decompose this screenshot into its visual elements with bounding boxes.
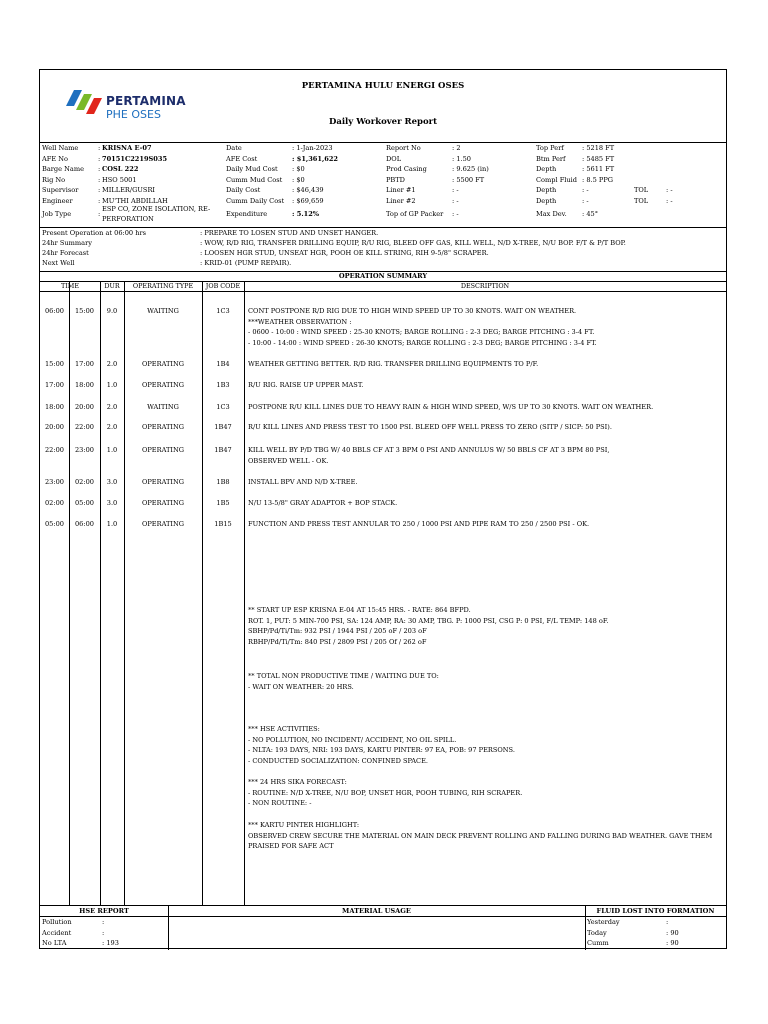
info-label: Liner #2 xyxy=(386,196,416,205)
present-operation-label: Present Operation at 06:00 hrs xyxy=(42,229,147,237)
fluid-cumm-label: Cumm xyxy=(587,939,609,947)
op-description: N/U 13-5/8" GRAY ADAPTOR + BOP STACK. xyxy=(248,499,398,507)
op-duration: 2.0 xyxy=(106,403,118,411)
tol-label: TOL xyxy=(634,186,649,194)
footer-divider xyxy=(168,906,169,950)
info-value: : 5500 FT xyxy=(452,175,485,184)
info-value: MILLER/GUSRI xyxy=(102,186,156,194)
info-label: Btm Perf xyxy=(536,154,566,163)
info-value: : 5.12% xyxy=(292,210,320,218)
info-value: : - xyxy=(452,210,459,218)
summary-24hr-value: : WOW, R/D RIG, TRANSFER DRILLING EQUIP, R/U RIG, BLEED OFF GAS, KILL WELL, N/D X-TREE, N/U BOP. F/T & P/T BOP. xyxy=(200,239,626,247)
fluid-today-label: Today xyxy=(587,928,607,937)
op-type: WAITING xyxy=(147,403,179,411)
op-duration: 9.0 xyxy=(106,307,118,315)
op-description: CONT POSTPONE R/D RIG DUE TO HIGH WIND SPEED UP TO 30 KNOTS. WAIT ON WEATHER. ***WEATHER OBSERVATION : - 0600 - 10:00 : WIND SPEED : 25-30 KNOTS; BARGE ROLLING : 2-3 DEG; BARGE PITCHING : 3-4 FT. - 10:00 - 14:00 : WIND SPEED : 26-30 KNOTS; BARGE ROLLING : 2-3 DEG; BARGE PITCHING : 3-4 FT. xyxy=(248,307,597,347)
col-header-description: DESCRIPTION xyxy=(244,281,726,292)
info-value: : 5218 FT xyxy=(582,144,615,152)
op-description: R/U RIG. RAISE UP UPPER MAST. xyxy=(248,381,364,389)
op-time-from: 22:00 xyxy=(44,446,64,454)
hse-accident-value: : xyxy=(102,928,105,937)
op-job-code: 1B8 xyxy=(216,478,230,486)
info-label: Well Name xyxy=(42,144,79,152)
info-label: Date xyxy=(226,144,242,152)
info-value: COSL 222 xyxy=(102,165,139,173)
info-value: : 5485 FT xyxy=(582,154,615,163)
info-label: Top of GP Packer xyxy=(386,210,444,218)
info-label: Rig No xyxy=(42,175,66,184)
op-time-from: 20:00 xyxy=(44,423,64,431)
operation-summary-heading: OPERATION SUMMARY xyxy=(40,271,726,282)
op-job-code: 1B3 xyxy=(216,381,230,389)
info-label: Cumm Mud Cost xyxy=(226,175,283,184)
info-value: : 5611 FT xyxy=(582,165,615,173)
info-label: Depth xyxy=(536,186,557,194)
remark-note: *** HSE ACTIVITIES: - NO POLLUTION, NO INCIDENT/ ACCIDENT, NO OIL SPILL. - NLTA: 193 DAYS, NRI: 193 DAYS, KARTU PINTER: 97 EA, POB: 97 PERSONS. - CONDUCTED SOCIALIZATION: CONFINED SPACE. xyxy=(248,725,515,765)
info-value: : 45° xyxy=(582,210,599,218)
op-time-to: 05:00 xyxy=(74,499,94,507)
hse-report-heading: HSE REPORT xyxy=(40,906,168,917)
info-label: Engineer xyxy=(42,196,73,205)
next-well-value: : KRID-01 (PUMP REPAIR). xyxy=(200,259,292,267)
info-value: : $0 xyxy=(292,175,305,184)
info-label: Cumm Daily Cost xyxy=(226,196,285,205)
remark-note: ** TOTAL NON PRODUCTIVE TIME / WAITING DUE TO: - WAIT ON WEATHER: 20 HRS. xyxy=(248,672,439,691)
info-value: : $46,439 xyxy=(292,186,324,194)
hse-pollution-value: : xyxy=(102,918,105,926)
info-value: PERFORATION xyxy=(102,215,154,223)
info-value: ESP CO, ZONE ISOLATION, RE- xyxy=(102,205,211,213)
op-duration: 1.0 xyxy=(106,381,118,389)
next-well-label: Next Well xyxy=(42,259,75,267)
info-colon: : xyxy=(98,165,101,173)
info-label: Depth xyxy=(536,196,557,205)
op-type: OPERATING xyxy=(141,360,185,368)
op-duration: 3.0 xyxy=(106,478,118,486)
tol-value: : - xyxy=(666,186,673,194)
info-label: Daily Mud Cost xyxy=(226,165,278,173)
info-value: MU'THI ABDILLAH xyxy=(102,196,168,205)
logo-brand-text: PERTAMINA xyxy=(106,94,186,108)
info-value: : - xyxy=(452,186,459,194)
info-value: KRISNA E-07 xyxy=(102,144,152,152)
op-time-to: 20:00 xyxy=(74,403,94,411)
op-type: OPERATING xyxy=(141,499,185,507)
info-colon: : xyxy=(98,144,101,152)
info-label: Compl Fluid xyxy=(536,175,577,184)
info-label: AFE Cost xyxy=(226,154,258,163)
column-divider xyxy=(202,281,203,905)
info-value: HSO 5001 xyxy=(102,175,137,184)
op-description: WEATHER GETTING BETTER. R/D RIG. TRANSFER DRILLING EQUIPMENTS TO P/F. xyxy=(248,360,539,368)
fluid-yesterday-label: Yesterday xyxy=(587,918,620,926)
info-label: Depth xyxy=(536,165,557,173)
op-job-code: 1B47 xyxy=(214,423,232,431)
op-time-to: 15:00 xyxy=(74,307,94,315)
op-type: OPERATING xyxy=(141,381,185,389)
op-job-code: 1C3 xyxy=(216,403,230,411)
hse-no-lta-value: : 193 xyxy=(102,939,119,947)
op-description: KILL WELL BY P/D TBG W/ 40 BBLS CF AT 3 BPM 0 PSI AND ANNULUS W/ 50 BBLS CF AT 3 BPM 80 PSI, OBSERVED WELL - OK. xyxy=(248,446,610,465)
column-divider xyxy=(69,281,70,905)
hse-no-lta-label: No LTA xyxy=(42,939,67,947)
op-time-to: 23:00 xyxy=(74,446,94,454)
op-job-code: 1B5 xyxy=(216,499,230,507)
col-header-time: TIME xyxy=(40,281,100,292)
op-time-from: 23:00 xyxy=(44,478,64,486)
info-label: AFE No xyxy=(42,154,68,163)
op-type: OPERATING xyxy=(141,478,185,486)
info-value: : - xyxy=(452,196,459,205)
forecast-24hr-value: : LOOSEN HGR STUD, UNSEAT HGR, POOH OE KILL STRING, RIH 9-5/8" SCRAPER. xyxy=(200,249,489,257)
op-type: OPERATING xyxy=(141,423,185,431)
info-label: Job Type xyxy=(42,210,72,218)
op-description: FUNCTION AND PRESS TEST ANNULAR TO 250 / 1000 PSI AND PIPE RAM TO 250 / 2500 PSI - OK. xyxy=(248,520,590,528)
report-footer xyxy=(40,905,726,950)
op-duration: 3.0 xyxy=(106,499,118,507)
info-value: : $69,659 xyxy=(292,196,324,205)
info-label: Max Dev. xyxy=(536,210,567,218)
op-description: POSTPONE R/U KILL LINES DUE TO HEAVY RAIN & HIGH WIND SPEED, W/S UP TO 30 KNOTS. WAIT ON WEATHER. xyxy=(248,403,654,411)
op-time-from: 02:00 xyxy=(44,499,64,507)
footer-divider xyxy=(585,906,586,950)
info-label: PBTD xyxy=(386,175,405,184)
op-time-from: 17:00 xyxy=(44,381,64,389)
fluid-cumm-value: : 90 xyxy=(666,939,679,947)
report-title: Daily Workover Report xyxy=(328,117,438,127)
op-duration: 2.0 xyxy=(106,423,118,431)
column-divider xyxy=(124,281,125,905)
info-colon: : xyxy=(98,175,101,184)
fluid-yesterday-value: : xyxy=(666,918,669,926)
remark-note: ** START UP ESP KRISNA E-04 AT 15:45 HRS. - RATE: 864 BFPD. ROT. 1, PUT: 5 MIN-700 PSI, SA: 124 AMP, RA: 30 AMP, TBG. P: 1000 PSI, CSG P: 0 PSI, F/L TEMP: 148 oF. SBHP/Pd/Ti/Tm: 932 PSI / 1944 PSI / 205 oF / 203 oF RBHP/Pd/Ti/Tm: 840 PSI / 2809 PSI / 205 Of / 262 oF xyxy=(248,606,609,646)
op-type: OPERATING xyxy=(141,446,185,454)
info-value: : 9.625 (in) xyxy=(452,165,489,173)
info-value: : - xyxy=(582,196,589,205)
col-header-dur: DUR xyxy=(100,281,124,292)
present-operation-value: : PREPARE TO LOSEN STUD AND UNSET HANGER. xyxy=(200,229,379,237)
op-duration: 1.0 xyxy=(106,446,118,454)
op-job-code: 1B15 xyxy=(214,520,232,528)
info-label: Report No xyxy=(386,144,421,152)
info-value: : 8.5 PPG xyxy=(582,175,614,184)
op-duration: 1.0 xyxy=(106,520,118,528)
material-usage-heading: MATERIAL USAGE xyxy=(168,906,585,917)
info-value: : 1.50 xyxy=(452,154,471,163)
info-value: : $0 xyxy=(292,165,305,173)
info-value: : $1,361,622 xyxy=(292,154,339,163)
op-time-to: 06:00 xyxy=(74,520,94,528)
info-value: : 1-Jan-2023 xyxy=(292,144,333,152)
info-label: Barge Name xyxy=(42,165,85,173)
info-label: Prod Casing xyxy=(386,165,427,173)
op-job-code: 1B47 xyxy=(214,446,232,454)
op-job-code: 1C3 xyxy=(216,307,230,315)
op-time-from: 18:00 xyxy=(44,403,64,411)
info-label: Expenditure xyxy=(226,210,268,218)
hse-pollution-label: Pollution xyxy=(42,918,72,926)
tol-label: TOL xyxy=(634,196,649,205)
daily-workover-report-sheet xyxy=(39,69,727,949)
remark-note: *** KARTU PINTER HIGHLIGHT: OBSERVED CREW SECURE THE MATERIAL ON MAIN DECK PREVENT ROLLING AND FALLING DURING BAD WEATHER. GAVE THEM PRAISED FOR SAFE ACT xyxy=(248,821,713,850)
info-label: Supervisor xyxy=(42,186,79,194)
operation-summary-block xyxy=(40,227,726,272)
info-colon: : xyxy=(98,186,101,194)
company-title: PERTAMINA HULU ENERGI OSES xyxy=(301,81,465,91)
info-value: : 2 xyxy=(452,144,461,152)
op-time-to: 22:00 xyxy=(74,423,94,431)
info-label: Top Perf xyxy=(536,144,564,152)
column-divider xyxy=(100,281,101,905)
forecast-24hr-label: 24hr Forecast xyxy=(42,249,89,257)
op-type: OPERATING xyxy=(141,520,185,528)
op-duration: 2.0 xyxy=(106,360,118,368)
info-label: Daily Cost xyxy=(226,186,261,194)
column-divider xyxy=(244,281,245,905)
fluid-lost-heading: FLUID LOST INTO FORMATION xyxy=(585,906,726,917)
op-time-from: 15:00 xyxy=(44,360,64,368)
col-header-job-code: JOB CODE xyxy=(202,281,244,292)
report-header xyxy=(40,70,726,143)
logo-sub-text: PHE OSES xyxy=(106,108,161,121)
op-time-from: 06:00 xyxy=(44,307,64,315)
info-colon: : xyxy=(98,154,101,163)
info-colon: : xyxy=(98,196,101,205)
op-time-from: 05:00 xyxy=(44,520,64,528)
info-value: 70151C2219S035 xyxy=(102,154,168,163)
fluid-today-value: : 90 xyxy=(666,928,679,937)
remark-note: *** 24 HRS SIKA FORECAST: - ROUTINE: N/D X-TREE, N/U BOP, UNSET HGR, POOH TUBING, RIH SCRAPER. - NON ROUTINE: - xyxy=(248,778,523,807)
hse-accident-label: Accident xyxy=(42,928,72,937)
tol-value: : - xyxy=(666,196,673,205)
summary-24hr-label: 24hr Summary xyxy=(42,239,92,247)
info-colon: : xyxy=(98,210,101,218)
op-description: INSTALL BPV AND N/D X-TREE. xyxy=(248,478,358,486)
info-label: Liner #1 xyxy=(386,186,416,194)
op-description: R/U KILL LINES AND PRESS TEST TO 1500 PSI. BLEED OFF WELL PRESS TO ZERO (SITP / SICP: 50 PSI). xyxy=(248,423,612,431)
op-time-to: 17:00 xyxy=(74,360,94,368)
info-label: DOL xyxy=(386,154,402,163)
op-time-to: 18:00 xyxy=(74,381,94,389)
well-info-block xyxy=(40,142,726,228)
op-type: WAITING xyxy=(147,307,179,315)
op-job-code: 1B4 xyxy=(216,360,230,368)
info-value: : - xyxy=(582,186,589,194)
col-header-operating-type: OPERATING TYPE xyxy=(124,281,202,292)
op-time-to: 02:00 xyxy=(74,478,94,486)
